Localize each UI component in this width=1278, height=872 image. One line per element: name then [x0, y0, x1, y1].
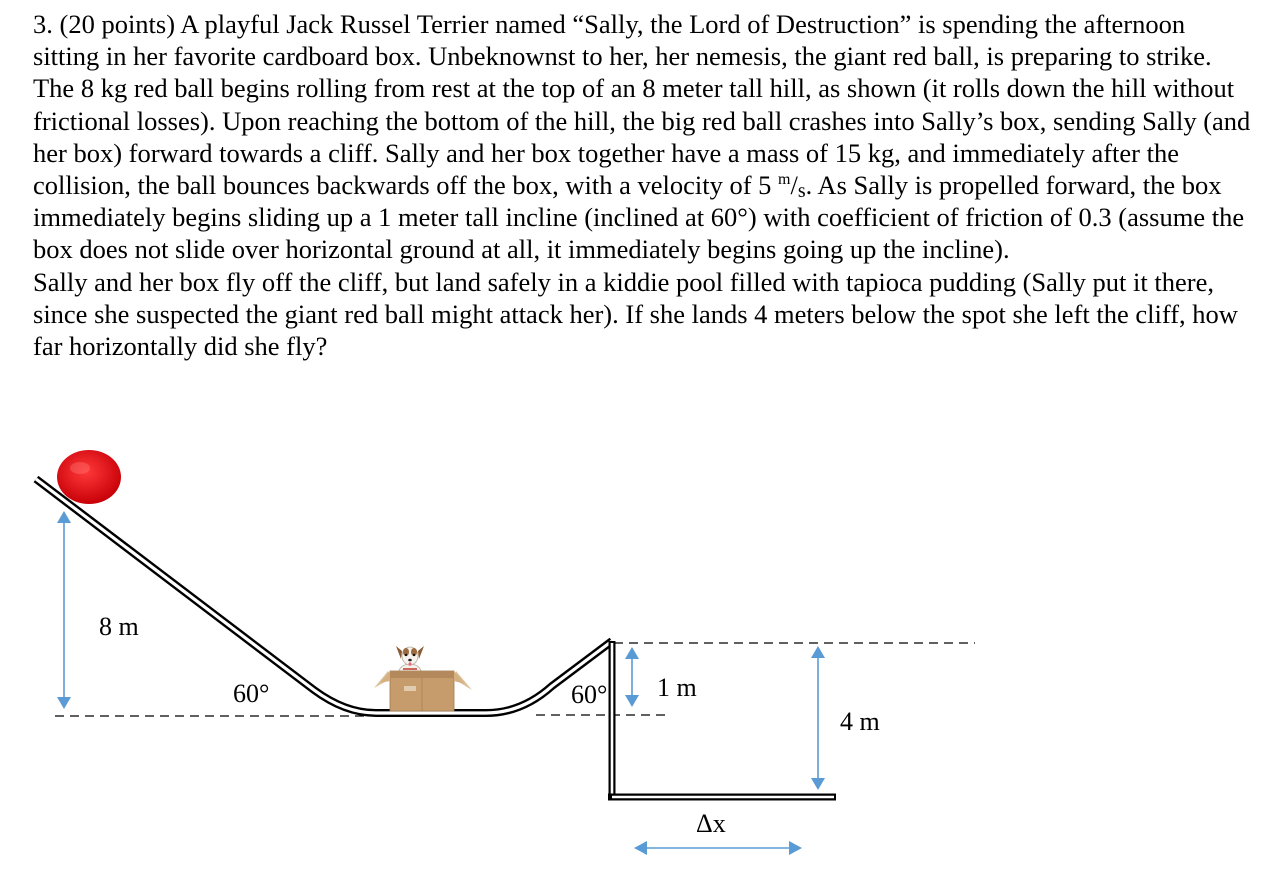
- cliff-drop-label: 4 m: [840, 707, 880, 736]
- cliff-drop-arrow: [811, 646, 825, 790]
- problem-paragraph-1-text-after: . As Sally is propelled forward, the box immediately begins sliding up a 1 meter tall incline (inclined at 60°) with coefficient of friction of 0.3 (assume the box does not slide over horizontal ground at all, it immediately begins going up the incline).: [33, 170, 1245, 265]
- incline-height-arrow: [625, 647, 639, 707]
- unit-numerator: m: [778, 171, 791, 189]
- incline-height-label: 1 m: [657, 673, 697, 702]
- unit-slash: /: [790, 170, 798, 201]
- problem-paragraph-1-text: 3. (20 points) A playful Jack Russel Terrier named “Sally, the Lord of Destruction” is spending the afternoon sitting in her favorite cardboard box. Unbeknownst to her, her nemesis, the giant red ball, is preparing to strike. The 8 kg red ball begins rolling from rest at the top of an 8 meter tall hill, as shown (it rolls down the hill without frictional losses). Upon reaching the bottom of the hill, the big red ball crashes into Sally’s box, sending Sally (and her box) forward towards a cliff. Sally and her box together have a mass of 15 kg, and immediately after the collision, the ball bounces backwards off the box, with a velocity of 5: [33, 9, 1251, 201]
- red-ball: [57, 450, 121, 504]
- horizontal-distance-label: Δx: [696, 809, 726, 838]
- problem-paragraph-2: Sally and her box fly off the cliff, but land safely in a kiddie pool filled with tapioca pudding (Sally put it there, since she suspected the giant red ball might attack her). If she lands 4 meters below the spot she left the cliff, how far horizontally did she fly?: [33, 266, 1238, 362]
- hill-height-label: 8 m: [99, 612, 139, 641]
- unit-denominator: s: [797, 180, 806, 203]
- red-ball-highlight: [70, 462, 90, 474]
- cardboard-box: [374, 646, 472, 711]
- horizontal-distance-arrow: [634, 841, 802, 855]
- track: [36, 479, 612, 713]
- hill-angle-label: 60°: [233, 679, 270, 708]
- hill-height-arrow: [57, 511, 71, 709]
- incline-angle-label: 60°: [571, 680, 608, 709]
